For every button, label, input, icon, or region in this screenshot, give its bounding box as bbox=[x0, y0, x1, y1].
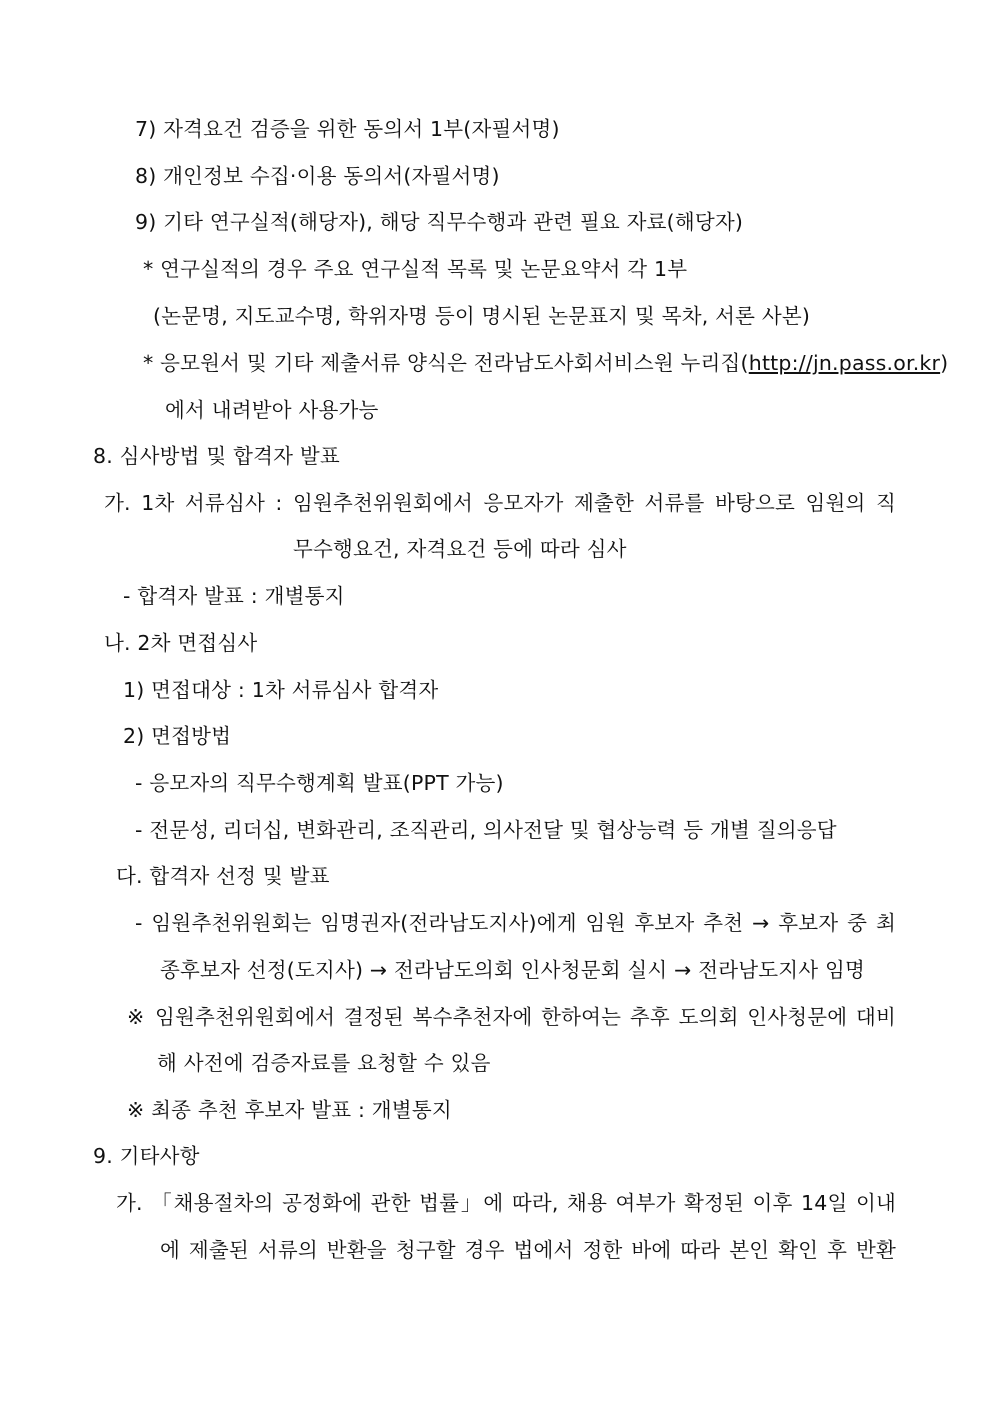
item-ga-result-notice: - 합격자 발표 : 개별통지 bbox=[123, 584, 345, 608]
note-form-download-close: ) bbox=[940, 351, 949, 375]
section-8-heading: 8. 심사방법 및 합격자 발표 bbox=[93, 444, 340, 468]
item-8-privacy-consent: 8) 개인정보 수집·이용 동의서(자필서명) bbox=[135, 164, 500, 188]
item-ga-document-review: 가. 1차 서류심사 : 임원추천위원회에서 응모자가 제출한 서류를 바탕으로 임원의 직 bbox=[104, 491, 896, 515]
note-form-download bbox=[143, 349, 948, 377]
item-selection-process: - 임원추천위원회는 임명권자(전라남도지사)에게 임원 후보자 추천 → 후보자 중 최 bbox=[135, 911, 896, 935]
item-da-selection: 다. 합격자 선정 및 발표 bbox=[116, 864, 330, 888]
note-final-candidate: ※ 최종 추천 후보자 발표 : 개별통지 bbox=[127, 1098, 452, 1122]
item-9-other-research: 9) 기타 연구실적(해당자), 해당 직무수행과 관련 필요 자료(해당자) bbox=[135, 210, 744, 234]
section-9-heading: 9. 기타사항 bbox=[93, 1144, 200, 1168]
item-7-consent-form: 7) 자격요건 검증을 위한 동의서 1부(자필서명) bbox=[135, 117, 560, 141]
homepage-link[interactable]: http://jn.pass.or.kr bbox=[748, 351, 941, 375]
item-ga-document-return-cont: 에 제출된 서류의 반환을 청구할 경우 법에서 정한 바에 따라 본인 확인 후 반환 bbox=[160, 1238, 896, 1262]
item-interview-questions: - 전문성, 리더십, 변화관리, 조직관리, 의사전달 및 협상능력 등 개별 질의응답 bbox=[135, 818, 837, 842]
note-research-detail: (논문명, 지도교수명, 학위자명 등이 명시된 논문표지 및 목차, 서론 사본) bbox=[153, 304, 811, 328]
item-ga-document-return: 가. 「채용절차의 공정화에 관한 법률」에 따라, 채용 여부가 확정된 이후 14일 이내 bbox=[116, 1191, 896, 1215]
item-na-interview: 나. 2차 면접심사 bbox=[104, 631, 258, 655]
note-multiple-candidates: ※ 임원추천위원회에서 결정된 복수추천자에 한하여는 추후 도의회 인사청문에 대비 bbox=[127, 1005, 896, 1029]
item-interview-presentation: - 응모자의 직무수행계획 발표(PPT 가능) bbox=[135, 771, 504, 795]
item-ga-document-review-cont: 무수행요건, 자격요건 등에 따라 심사 bbox=[293, 537, 627, 561]
note-form-download-cont: 에서 내려받아 사용가능 bbox=[165, 398, 379, 422]
note-multiple-candidates-cont: 해 사전에 검증자료를 요청할 수 있음 bbox=[157, 1051, 491, 1075]
note-form-download-text: * 응모원서 및 기타 제출서류 양식은 전라남도사회서비스원 누리집( bbox=[143, 351, 749, 375]
item-interview-method: 2) 면접방법 bbox=[123, 724, 232, 748]
note-research-results: * 연구실적의 경우 주요 연구실적 목록 및 논문요약서 각 1부 bbox=[143, 257, 688, 281]
item-interview-target: 1) 면접대상 : 1차 서류심사 합격자 bbox=[123, 678, 439, 702]
item-selection-process-cont: 종후보자 선정(도지사) → 전라남도의회 인사청문회 실시 → 전라남도지사 임명 bbox=[160, 958, 865, 982]
